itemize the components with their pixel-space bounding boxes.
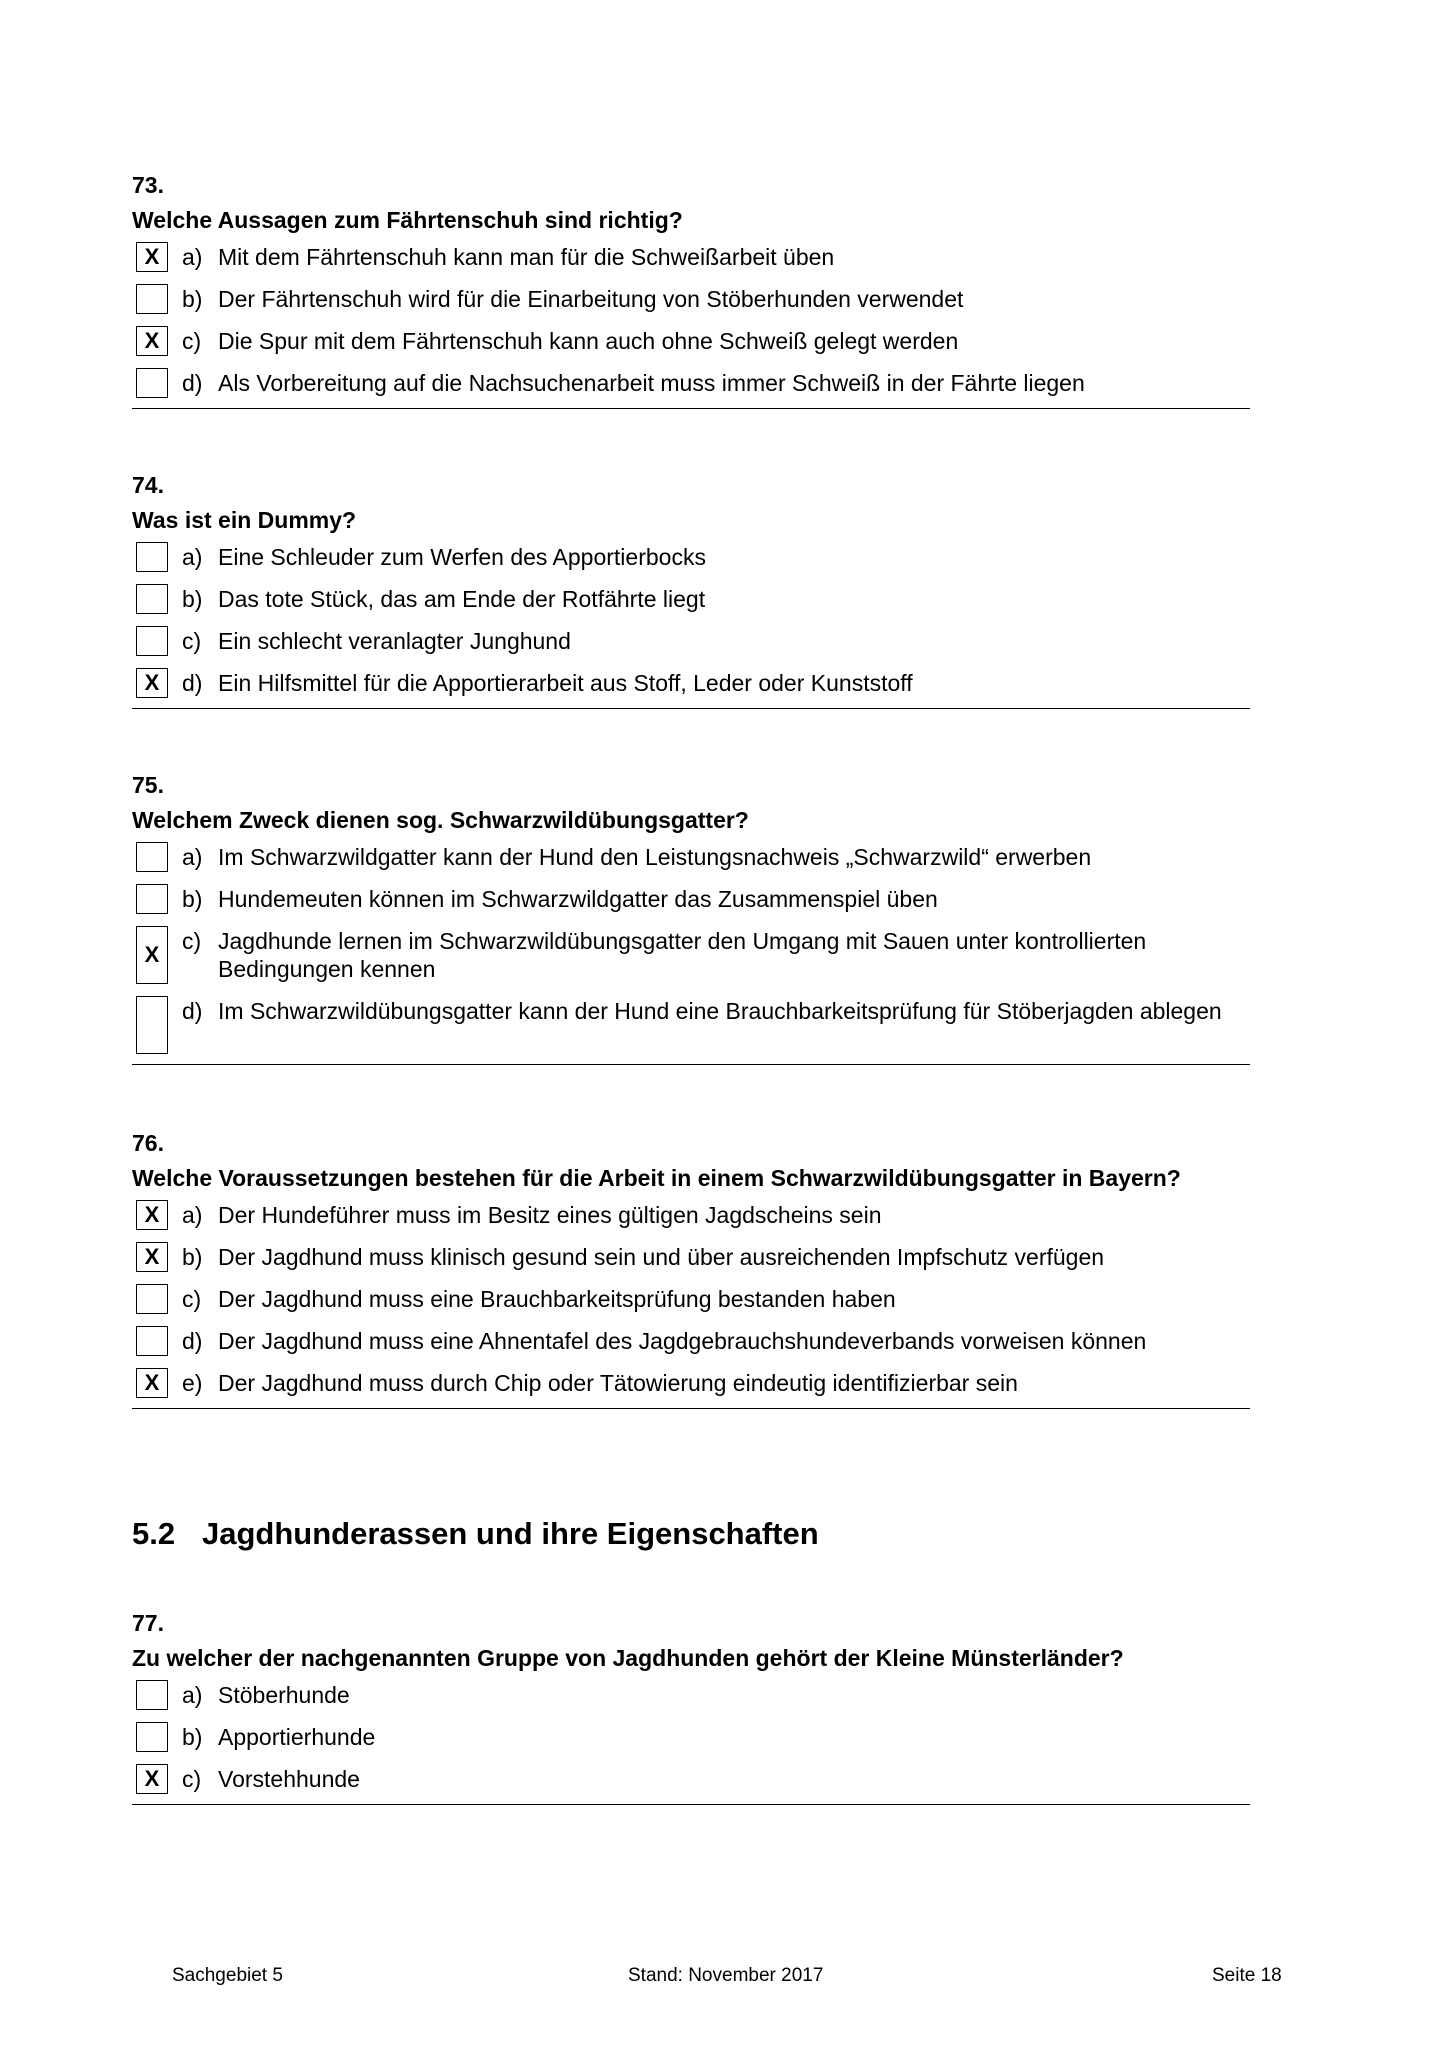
option-text: Apportierhunde xyxy=(218,1724,376,1750)
answer-option xyxy=(132,922,1250,992)
divider xyxy=(132,1064,1250,1065)
answer-checkbox[interactable] xyxy=(136,1680,168,1710)
option-text: Der Jagdhund muss durch Chip oder Tätowierung eindeutig identifizierbar sein xyxy=(218,1370,1018,1396)
option-text: Jagdhunde lernen im Schwarzwildübungsgatter den Umgang mit Sauen unter kontrollierten Bedingungen kennen xyxy=(218,928,1147,982)
option-text: Ein Hilfsmittel für die Apportierarbeit aus Stoff, Leder oder Kunststoff xyxy=(218,670,913,696)
question-number: 75. xyxy=(132,772,164,798)
question-74 xyxy=(132,472,1250,709)
answer-checkbox[interactable] xyxy=(136,996,168,1054)
question-77 xyxy=(132,1610,1250,1805)
footer-page-number: Seite 18 xyxy=(1212,1965,1282,1986)
option-letter: a) xyxy=(182,1202,203,1228)
answer-option xyxy=(132,580,1250,622)
question-text: Zu welcher der nachgenannten Gruppe von Jagdhunden gehört der Kleine Münsterländer? xyxy=(132,1645,1124,1671)
option-letter: d) xyxy=(182,998,203,1024)
answer-checkbox[interactable]: X xyxy=(136,1242,168,1272)
section-title: Jagdhunderassen und ihre Eigenschaften xyxy=(202,1516,819,1551)
answer-checkbox[interactable] xyxy=(136,584,168,614)
answer-option xyxy=(132,1280,1250,1322)
option-letter: c) xyxy=(182,328,202,354)
answer-option xyxy=(132,1718,1250,1760)
divider xyxy=(132,708,1250,709)
option-letter: b) xyxy=(182,886,203,912)
option-letter: e) xyxy=(182,1370,203,1396)
option-letter: b) xyxy=(182,1244,203,1270)
answer-checkbox[interactable]: X xyxy=(136,1764,168,1794)
answer-checkbox[interactable]: X xyxy=(136,242,168,272)
answer-checkbox[interactable]: X xyxy=(136,668,168,698)
answer-option xyxy=(132,1238,1250,1280)
option-text: Im Schwarzwildgatter kann der Hund den Leistungsnachweis „Schwarzwild“ erwerben xyxy=(218,844,1092,870)
question-number: 77. xyxy=(132,1610,164,1636)
option-text: Ein schlecht veranlagter Junghund xyxy=(218,628,571,654)
option-text: Im Schwarzwildübungsgatter kann der Hund eine Brauchbarkeitsprüfung für Stöberjagden ablegen xyxy=(218,998,1222,1024)
option-text: Der Jagdhund muss eine Ahnentafel des Jagdgebrauchshundeverbands vorweisen können xyxy=(218,1328,1147,1354)
answer-checkbox[interactable]: X xyxy=(136,1368,168,1398)
answer-option xyxy=(132,1760,1250,1802)
answer-checkbox[interactable] xyxy=(136,626,168,656)
question-text: Was ist ein Dummy? xyxy=(132,507,357,533)
option-text: Eine Schleuder zum Werfen des Apportierbocks xyxy=(218,544,706,570)
option-letter: b) xyxy=(182,1724,203,1750)
option-text: Der Jagdhund muss eine Brauchbarkeitsprüfung bestanden haben xyxy=(218,1286,896,1312)
option-text: Der Fährtenschuh wird für die Einarbeitung von Stöberhunden verwendet xyxy=(218,286,964,312)
option-text: Hundemeuten können im Schwarzwildgatter das Zusammenspiel üben xyxy=(218,886,938,912)
option-letter: c) xyxy=(182,1286,202,1312)
answer-option xyxy=(132,664,1250,706)
question-number: 73. xyxy=(132,172,164,198)
answer-option xyxy=(132,238,1250,280)
question-75 xyxy=(132,772,1250,1065)
question-number: 74. xyxy=(132,472,164,498)
answer-option xyxy=(132,880,1250,922)
answer-option xyxy=(132,1364,1250,1406)
option-letter: d) xyxy=(182,1328,203,1354)
divider xyxy=(132,1804,1250,1805)
option-letter: a) xyxy=(182,844,203,870)
question-76 xyxy=(132,1130,1250,1409)
option-text: Als Vorbereitung auf die Nachsuchenarbeit muss immer Schweiß in der Fährte liegen xyxy=(218,370,1085,396)
option-letter: b) xyxy=(182,286,203,312)
divider xyxy=(132,1408,1250,1409)
option-letter: d) xyxy=(182,370,203,396)
answer-option xyxy=(132,1676,1250,1718)
answer-checkbox[interactable] xyxy=(136,1722,168,1752)
option-letter: c) xyxy=(182,628,202,654)
answer-option xyxy=(132,280,1250,322)
option-letter: c) xyxy=(182,928,202,954)
answer-option xyxy=(132,322,1250,364)
option-text: Mit dem Fährtenschuh kann man für die Schweißarbeit üben xyxy=(218,244,835,270)
option-text: Stöberhunde xyxy=(218,1682,350,1708)
footer-left: Sachgebiet 5 xyxy=(172,1965,283,1986)
option-letter: d) xyxy=(182,670,203,696)
answer-checkbox[interactable]: X xyxy=(136,1200,168,1230)
option-text: Der Jagdhund muss klinisch gesund sein und über ausreichenden Impfschutz verfügen xyxy=(218,1244,1105,1270)
answer-checkbox[interactable] xyxy=(136,542,168,572)
answer-checkbox[interactable] xyxy=(136,284,168,314)
footer-center: Stand: November 2017 xyxy=(628,1965,824,1986)
answer-option xyxy=(132,992,1250,1062)
option-letter: a) xyxy=(182,544,203,570)
answer-checkbox[interactable] xyxy=(136,1326,168,1356)
answer-checkbox[interactable] xyxy=(136,368,168,398)
answer-option xyxy=(132,1322,1250,1364)
answer-option xyxy=(132,538,1250,580)
answer-option xyxy=(132,622,1250,664)
answer-option xyxy=(132,1196,1250,1238)
option-text: Der Hundeführer muss im Besitz eines gültigen Jagdscheins sein xyxy=(218,1202,882,1228)
question-number: 76. xyxy=(132,1130,164,1156)
option-text: Vorstehhunde xyxy=(218,1766,360,1792)
section-number: 5.2 xyxy=(132,1516,176,1551)
question-text: Welchem Zweck dienen sog. Schwarzwildübungsgatter? xyxy=(132,807,749,833)
answer-option xyxy=(132,838,1250,880)
option-letter: c) xyxy=(182,1766,202,1792)
answer-checkbox[interactable]: X xyxy=(136,926,168,984)
question-text: Welche Aussagen zum Fährtenschuh sind richtig? xyxy=(132,207,683,233)
question-text: Welche Voraussetzungen bestehen für die Arbeit in einem Schwarzwildübungsgatter in Bayern? xyxy=(132,1165,1181,1191)
answer-checkbox[interactable] xyxy=(136,842,168,872)
answer-checkbox[interactable] xyxy=(136,1284,168,1314)
answer-checkbox[interactable] xyxy=(136,884,168,914)
section-heading xyxy=(132,1516,819,1552)
option-letter: b) xyxy=(182,586,203,612)
question-73 xyxy=(132,172,1250,409)
answer-checkbox[interactable]: X xyxy=(136,326,168,356)
option-letter: a) xyxy=(182,1682,203,1708)
divider xyxy=(132,408,1250,409)
answer-option xyxy=(132,364,1250,406)
option-letter: a) xyxy=(182,244,203,270)
option-text: Die Spur mit dem Fährtenschuh kann auch ohne Schweiß gelegt werden xyxy=(218,328,959,354)
option-text: Das tote Stück, das am Ende der Rotfährte liegt xyxy=(218,586,706,612)
